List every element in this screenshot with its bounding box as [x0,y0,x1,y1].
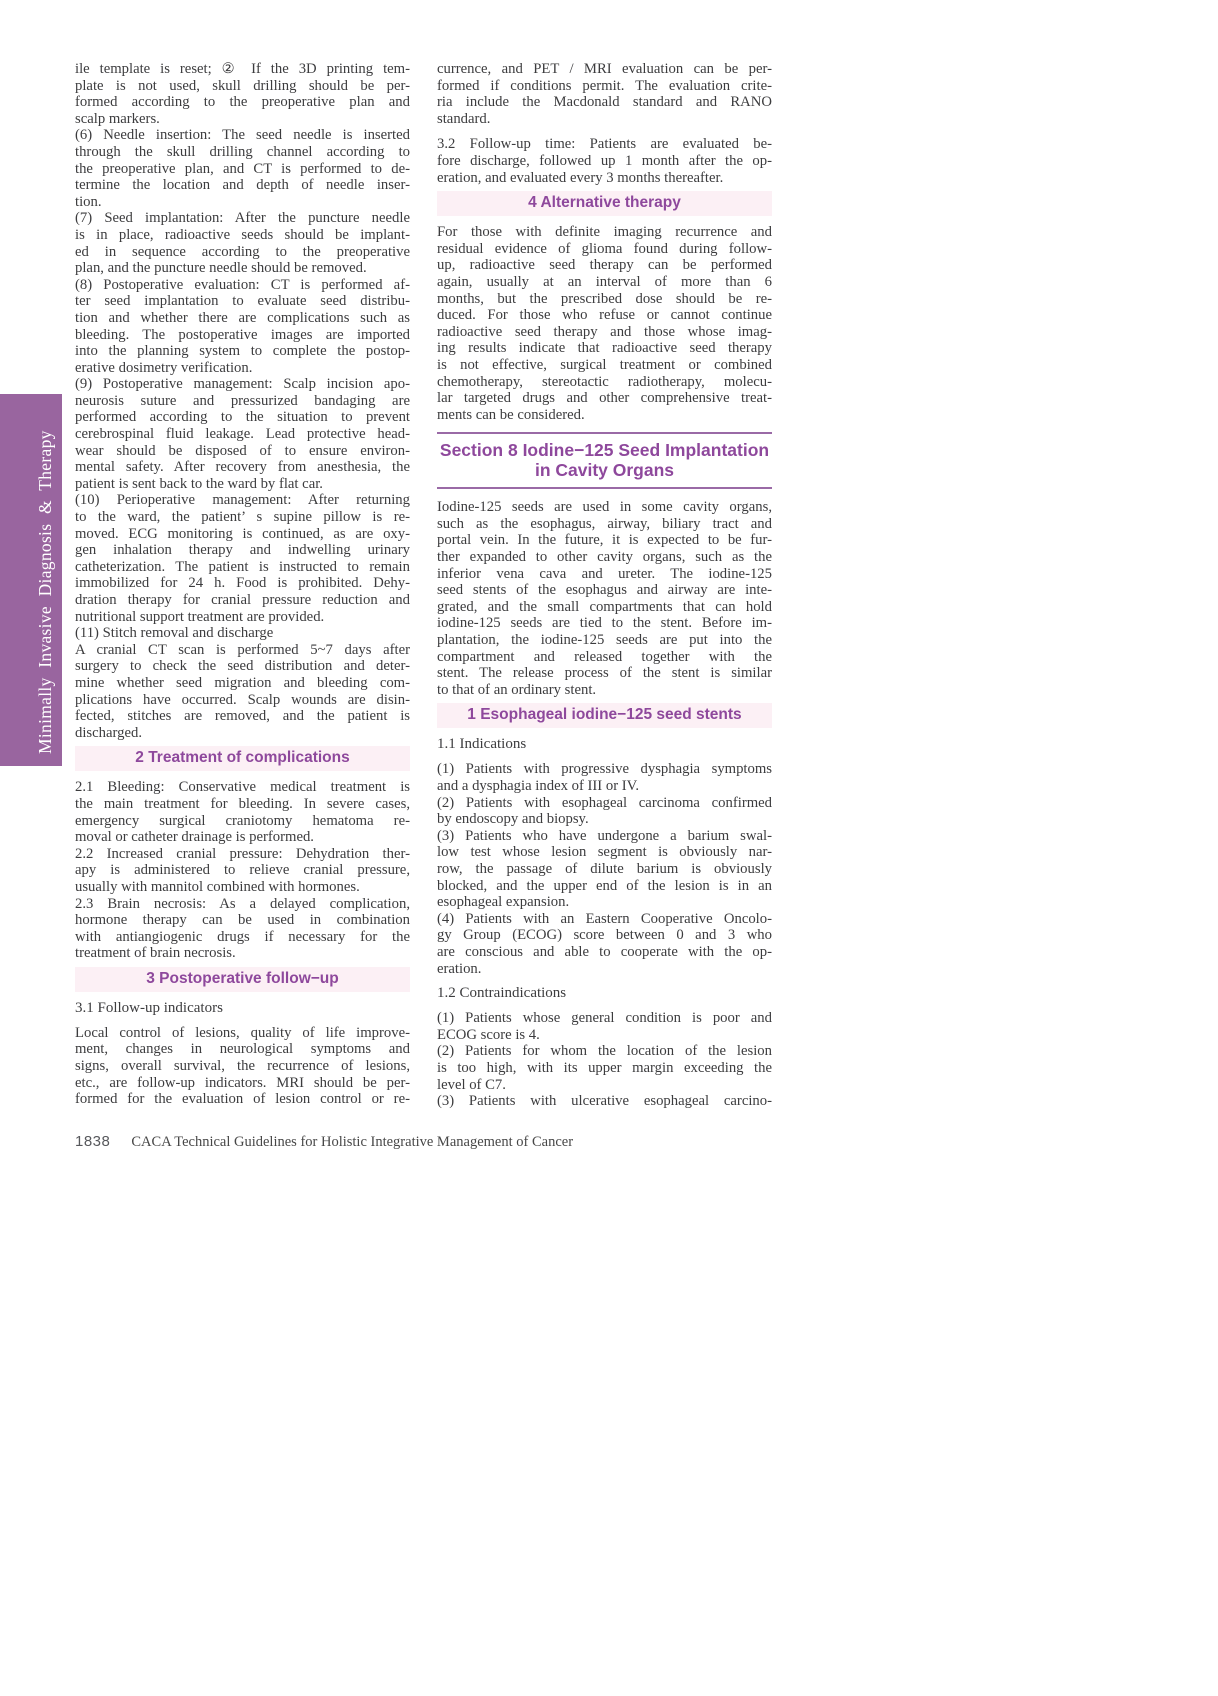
paragraph [437,136,772,186]
paragraph [437,1093,772,1110]
text-line: the preoperative plan, and CT is performed to de- [75,160,410,177]
text-line: gy Group (ECOG) score between 0 and 3 who [437,927,772,944]
text-line: is in place, radioactive seeds should be implant- [75,226,410,243]
text-line: treatment of brain necrosis. [75,945,236,962]
section-title-line: in Cavity Organs [534,460,675,481]
text-line: (3) Patients who have undergone a barium swal- [437,827,772,844]
text-line: wear should be disposed of to ensure environ- [75,442,410,459]
text-line: eration, and evaluated every 3 months thereafter. [437,169,724,186]
paragraph [437,828,772,911]
text-line: hormone therapy can be used in combination [75,912,410,929]
paragraph [75,376,410,492]
text-line: 2.2 Increased cranial pressure: Dehydration ther- [75,845,410,862]
text-line: up, radioactive seed therapy can be performed [437,257,772,274]
text-line: moval or catheter drainage is performed. [75,829,314,846]
text-line: lar targeted drugs and other comprehensive treat- [437,390,772,407]
text-line: to the ward, the patient’ s supine pillow is re- [75,509,410,526]
paragraph [437,499,772,698]
section-title-line: Section 8 Iodine−125 Seed Implantation [439,440,770,461]
text-line: are conscious and able to cooperate with the op- [437,943,772,960]
text-line: inferior vena cava and ureter. The iodine-125 [437,565,772,582]
text-line: immobilized for 24 h. Food is prohibited. Dehy- [75,575,410,592]
paragraph [75,779,410,845]
section-title-block [437,432,772,489]
text-line: is too high, with its upper margin exceeding the [437,1059,772,1076]
text-line: chemotherapy, stereotactic radiotherapy, molecu- [437,373,772,390]
text-line: plantation, the iodine-125 seeds are put into the [437,632,772,649]
subsection-heading: 1.2 Contraindications [437,985,567,1002]
text-line: seed stents of the esophagus and airway are inte- [437,582,772,599]
text-line: 2.1 Bleeding: Conservative medical treatment is [75,779,410,796]
text-line: fected, stitches are removed, and the patient is [75,708,410,725]
text-line: months, but the prescribed dose should be re- [437,290,772,307]
right-text-column [437,61,772,1110]
text-line: radioactive seed therapy and those whose imag- [437,323,772,340]
section-heading-band: 1 Esophageal iodine−125 seed stents [437,703,772,728]
text-line: (2) Patients with esophageal carcinoma confirmed [437,794,772,811]
chapter-side-tab-label: Minimally Invasive Diagnosis & Therapy [35,430,55,754]
paragraph [437,1010,772,1043]
text-line: termine the location and depth of needle inser- [75,177,410,194]
text-line: 3.2 Follow-up time: Patients are evaluated be- [437,136,772,153]
text-line: catheterization. The patient is instructed to remain [75,558,410,575]
text-line: currence, and PET / MRI evaluation can be per- [437,61,772,77]
text-line: such as the esophagus, airway, biliary tract and [437,515,772,532]
paragraph [437,761,772,794]
text-line: usually with mannitol combined with hormones. [75,878,360,895]
paragraph [75,625,410,642]
text-line: For those with definite imaging recurrence and [437,224,772,241]
text-line: blocked, and the upper end of the lesion is in an [437,877,772,894]
text-line: ter seed implantation to evaluate seed distribu- [75,293,410,310]
text-line: esophageal expansion. [437,894,570,911]
text-line: with antiangiogenic drugs if necessary for the [75,928,410,945]
paragraph [75,896,410,962]
text-line: mine whether seed migration and bleeding com- [75,674,410,691]
left-text-column [75,61,410,1108]
text-line: mental safety. After recovery from anesthesia, the [75,459,410,476]
page-footer [75,1133,775,1151]
chapter-side-tab [0,394,62,766]
text-line: plan, and the puncture needle should be removed. [75,260,367,277]
text-line: stent. The release process of the stent is similar [437,665,772,682]
paragraph [75,642,410,742]
text-line: ECOG score is 4. [437,1026,540,1043]
text-line: through the skull drilling channel according to [75,143,410,160]
paragraph [437,61,772,127]
footer-running-title: CACA Technical Guidelines for Holistic Integrative Management of Cancer [131,1134,574,1150]
paragraph [437,1043,772,1093]
text-line: (6) Needle insertion: The seed needle is inserted [75,127,410,144]
subsection-heading: 3.1 Follow-up indicators [75,999,223,1016]
paragraph [437,911,772,977]
text-line: erative dosimetry verification. [75,359,253,376]
text-line: cerebrospinal fluid leakage. Lead protective head- [75,426,410,443]
text-line: etc., are follow-up indicators. MRI should be per- [75,1074,410,1091]
text-line: discharged. [75,724,143,741]
text-line: A cranial CT scan is performed 5~7 days after [75,641,410,658]
section-heading-band: 2 Treatment of complications [75,746,410,771]
text-line: ther expanded to other cavity organs, such as the [437,549,772,566]
text-line: plications have occurred. Scalp wounds are disin- [75,691,410,708]
text-line: (1) Patients whose general condition is poor and [437,1010,772,1027]
text-line: Iodine-125 seeds are used in some cavity organs, [437,499,772,516]
text-line: standard. [437,110,491,127]
text-line: (10) Perioperative management: After returning [75,492,410,509]
text-line: residual evidence of glioma found during follow- [437,240,772,257]
text-line: by endoscopy and biopsy. [437,811,589,828]
paragraph [75,277,410,377]
text-line: tion. [75,193,102,210]
paragraph [75,210,410,276]
paragraph [437,224,772,423]
text-line: surgery to check the seed distribution and deter- [75,658,410,675]
text-line: signs, overall survival, the recurrence of lesions, [75,1058,410,1075]
paragraph [75,127,410,210]
paragraph [75,61,410,127]
text-line: fore discharge, followed up 1 month after the op- [437,152,772,169]
text-line: to that of an ordinary stent. [437,681,597,698]
page-number: 1838 [75,1133,111,1150]
text-line: ing results indicate that radioactive seed therapy [437,340,772,357]
text-line: eration. [437,960,482,977]
text-line: (9) Postoperative management: Scalp incision apo- [75,376,410,393]
text-line: Local control of lesions, quality of life improve- [75,1024,410,1041]
text-line: emergency surgical craniotomy hematoma re- [75,812,410,829]
text-line: ile template is reset; ② If the 3D printing tem- [75,61,410,77]
text-line: formed according to the preoperative plan and [75,94,410,111]
text-line: plate is not used, skull drilling should be per- [75,77,410,94]
text-line: again, usually at an interval of more than 6 [437,273,772,290]
text-line: (3) Patients with ulcerative esophageal carcino- [437,1093,772,1110]
text-line: portal vein. In the future, it is expected to be fur- [437,532,772,549]
text-line: level of C7. [437,1076,506,1093]
text-line: apy is administered to relieve cranial pressure, [75,862,410,879]
text-line: moved. ECG monitoring is continued, as are oxy- [75,525,410,542]
section-heading-band: 3 Postoperative follow−up [75,967,410,992]
paragraph [75,492,410,625]
subsection-heading: 1.1 Indications [437,736,527,753]
text-line: low test whose lesion segment is obviously nar- [437,844,772,861]
text-line: formed if conditions permit. The evaluation crite- [437,77,772,94]
text-line: (8) Postoperative evaluation: CT is performed af- [75,276,410,293]
text-line: dration therapy for cranial pressure reduction and [75,592,410,608]
text-line: is not effective, surgical treatment or combined [437,356,772,373]
text-line: (4) Patients with an Eastern Cooperative Oncolo- [437,910,772,927]
text-line: tion and whether there are complications such as [75,309,410,326]
text-line: ment, changes in neurological symptoms and [75,1041,410,1058]
text-line: nutritional support treatment are provided. [75,608,325,625]
text-line: ments can be considered. [437,406,585,423]
text-line: the main treatment for bleeding. In severe cases, [75,795,410,812]
paragraph [75,846,410,896]
text-line: formed for the evaluation of lesion control or re- [75,1091,410,1108]
text-line: row, the passage of dilute barium is obviously [437,860,772,877]
text-line: bleeding. The postoperative images are imported [75,326,410,343]
text-line: ria include the Macdonald standard and RANO [437,94,772,111]
paragraph [75,1025,410,1108]
text-line: (7) Seed implantation: After the puncture needle [75,210,410,227]
text-line: patient is sent back to the ward by flat car. [75,475,323,492]
text-line: ed in sequence according to the preoperative [75,243,410,260]
text-line: scalp markers. [75,110,160,127]
text-line: performed according to the situation to prevent [75,409,410,426]
text-line: gen inhalation therapy and indwelling urinary [75,542,410,559]
text-line: compartment and released together with the [437,648,772,665]
text-line: (11) Stitch removal and discharge [75,625,274,642]
text-line: 2.3 Brain necrosis: As a delayed complication, [75,895,410,912]
text-line: iodine-125 seeds are tied to the stent. Before im- [437,615,772,632]
text-line: grated, and the small compartments that can hold [437,598,772,615]
text-line: duced. For those who refuse or cannot continue [437,307,772,324]
section-heading-band: 4 Alternative therapy [437,191,772,216]
text-line: and a dysphagia index of III or IV. [437,778,640,794]
text-line: (1) Patients with progressive dysphagia symptoms [437,761,772,778]
text-line: (2) Patients for whom the location of the lesion [437,1043,772,1060]
text-line: neurosis suture and pressurized bandaging are [75,392,410,409]
text-line: into the planning system to complete the postop- [75,343,410,360]
paragraph [437,795,772,828]
